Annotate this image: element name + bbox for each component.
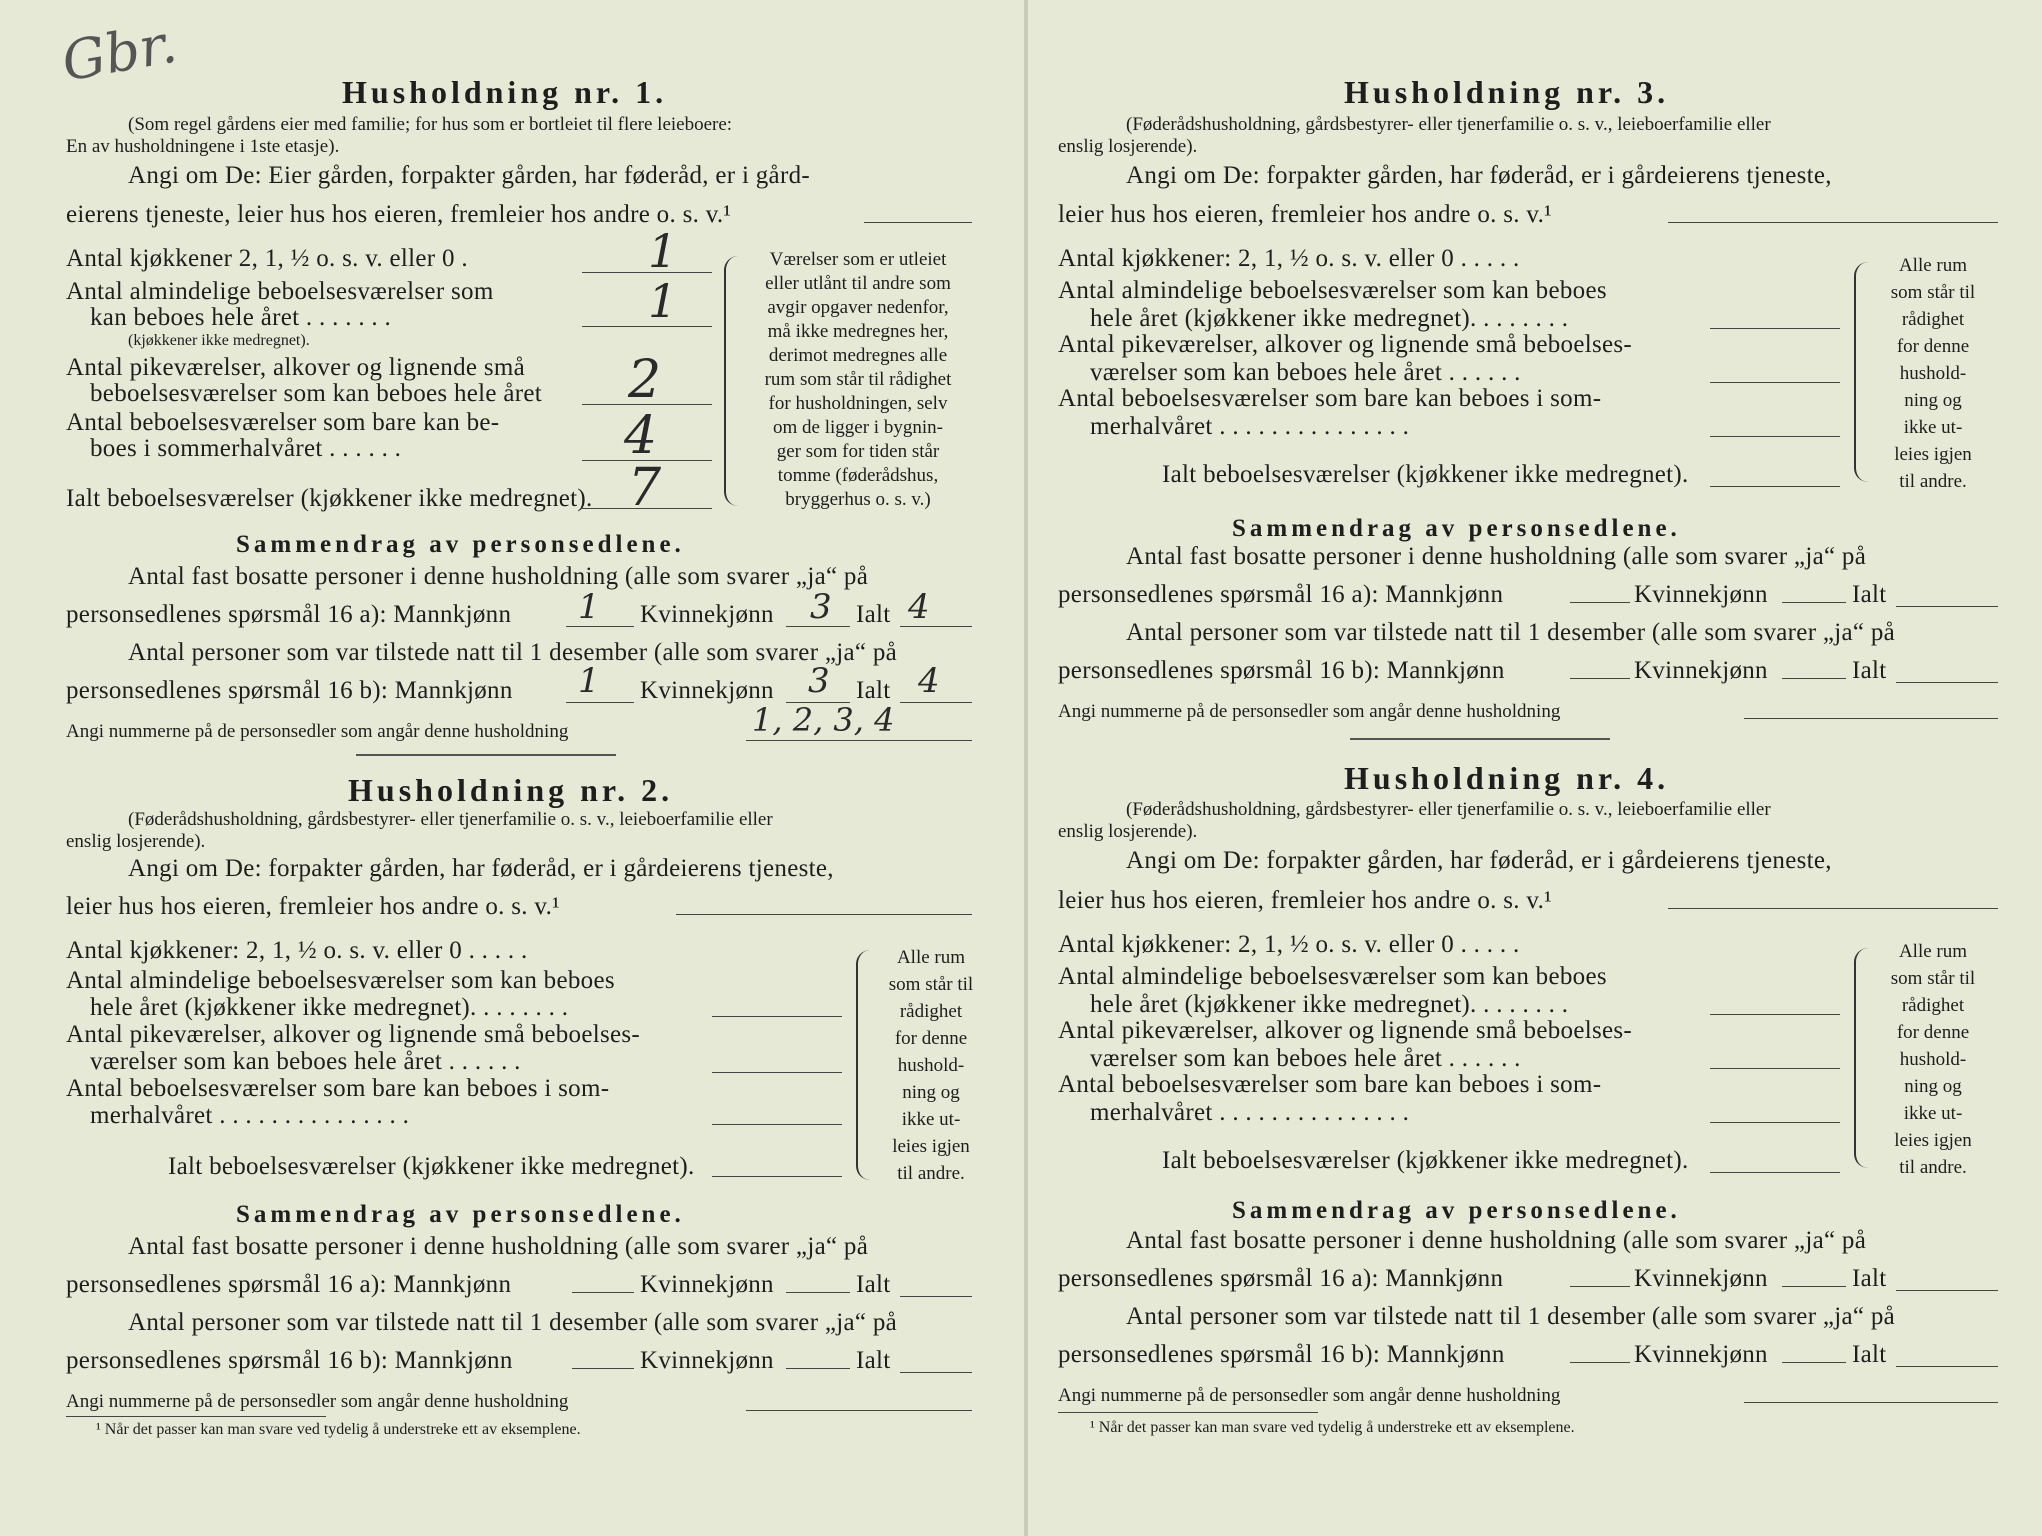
hh2-maids-label-b: værelser som kan beboes hele året . . . . . . (90, 1048, 521, 1075)
hh1-maids-label-a: Antal pikeværelser, alkover og lignende små (66, 354, 525, 381)
hh3-maids-label-b: værelser som kan beboes hele året . . . . . . (1090, 359, 1521, 386)
hh2-16a-female-line[interactable] (786, 1292, 850, 1293)
hh4-footnote: ¹ Når det passer kan man svare ved tydelig å understreke ett av eksemplene. (1090, 1419, 1575, 1436)
hh1-total-line[interactable] (582, 508, 712, 509)
hh1-16b-male: 1 (578, 661, 600, 701)
hh3-note-line1: (Føderådshusholdning, gårdsbestyrer- eller tjenerfamilie o. s. v., leieboerfamilie eller (1126, 114, 1771, 135)
hh4-16b-female-line[interactable] (1782, 1362, 1846, 1363)
hh2-16b-female-label: Kvinnekjønn (640, 1347, 774, 1374)
hh2-note-line1: (Føderådshusholdning, gårdsbestyrer- eller tjenerfamilie o. s. v., leieboerfamilie eller (128, 809, 773, 830)
hh1-maids-label-b: beboelsesværelser som kan beboes hele året (90, 380, 543, 407)
hh4-total-label: Ialt beboelsesværelser (kjøkkener ikke medregnet). (1162, 1147, 1689, 1174)
margin-note: Gbr. (57, 11, 182, 94)
hh4-person-numbers-label: Angi nummerne på de personsedler som angår denne husholdning (1058, 1385, 1561, 1406)
hh1-16a-female-line[interactable] (786, 626, 850, 627)
hh1-total-label: Ialt beboelsesværelser (kjøkkener ikke medregnet). (66, 485, 593, 512)
hh2-summary-line3: Antal personer som var tilstede natt til 1 desember (alle som svarer „ja“ på (128, 1309, 898, 1336)
hh1-16a-male-line[interactable] (566, 626, 634, 627)
hh3-16a-female-line[interactable] (1782, 602, 1846, 603)
hh1-note-line2: En av husholdningene i 1ste etasje). (66, 136, 340, 157)
hh3-rooms-label-b: hele året (kjøkkener ikke medregnet). . . . . . . . (1090, 305, 1569, 332)
section-separator (356, 754, 616, 756)
hh1-summary-line3: Antal personer som var tilstede natt til 1 desember (alle som svarer „ja“ på (128, 639, 898, 666)
hh2-rooms-label-b: hele året (kjøkkener ikke medregnet). . . . . . . . (90, 994, 569, 1021)
hh1-16b-male-line[interactable] (566, 702, 634, 703)
section-separator (1350, 738, 1610, 740)
hh3-16b-total-label: Ialt (1852, 657, 1887, 684)
hh4-16a-total-line[interactable] (1896, 1290, 1998, 1291)
hh2-title: Husholdning nr. 2. (348, 772, 674, 808)
hh2-maids-line[interactable] (712, 1072, 842, 1073)
hh4-maids-line[interactable] (1710, 1068, 1840, 1069)
hh2-summary-line4: personsedlenes spørsmål 16 b): Mannkjønn (66, 1347, 513, 1374)
hh4-person-numbers-line[interactable] (1744, 1402, 1998, 1403)
hh2-16a-total-label: Ialt (856, 1271, 891, 1298)
hh4-16a-total-label: Ialt (1852, 1265, 1887, 1292)
hh1-16b-total: 4 (918, 661, 940, 701)
hh4-maids-label-a: Antal pikeværelser, alkover og lignende små beboelses- (1058, 1017, 1633, 1044)
page-fold (1024, 0, 1028, 1536)
hh4-kitchens-label: Antal kjøkkener: 2, 1, ½ o. s. v. eller 0 . . . . . (1058, 931, 1520, 958)
hh2-16b-total-label: Ialt (856, 1347, 891, 1374)
hh1-kitchens-value: 1 (648, 224, 678, 278)
hh2-summary-title: Sammendrag av personsedlene. (236, 1201, 685, 1228)
hh3-16b-female-line[interactable] (1782, 678, 1846, 679)
hh1-summer-value: 4 (624, 406, 658, 466)
hh3-summer-line[interactable] (1710, 436, 1840, 437)
hh2-summer-label-b: merhalvåret . . . . . . . . . . . . . . . (90, 1102, 410, 1129)
hh1-question-answer-line[interactable] (864, 222, 972, 223)
hh4-question-line1: Angi om De: forpakter gården, har føderåd, er i gårdeierens tjeneste, (1126, 847, 1832, 874)
hh2-kitchens-label: Antal kjøkkener: 2, 1, ½ o. s. v. eller 0 . . . . . (66, 937, 528, 964)
hh2-16a-total-line[interactable] (900, 1296, 972, 1297)
hh4-question-line2: leier hus hos eieren, fremleier hos andre o. s. v.¹ (1058, 887, 1552, 914)
hh1-question-line1: Angi om De: Eier gården, forpakter gården, har føderåd, er i gård- (128, 162, 811, 189)
hh1-16a-total-label: Ialt (856, 601, 891, 628)
hh3-question-line2: leier hus hos eieren, fremleier hos andre o. s. v.¹ (1058, 201, 1552, 228)
hh4-summary-line3: Antal personer som var tilstede natt til 1 desember (alle som svarer „ja“ på (1126, 1303, 1896, 1330)
hh1-16b-female-label: Kvinnekjønn (640, 677, 774, 704)
hh4-summary-line2: personsedlenes spørsmål 16 a): Mannkjønn (1058, 1265, 1504, 1292)
hh3-16a-total-label: Ialt (1852, 581, 1887, 608)
hh4-16a-female-line[interactable] (1782, 1286, 1846, 1287)
hh4-16b-total-label: Ialt (1852, 1341, 1887, 1368)
hh2-side-note: Alle rum som står til rådighet for denne hushold- ning og ikke ut- leies igjen til andre. (888, 947, 974, 1184)
hh4-summary-line1: Antal fast bosatte personer i denne husholdning (alle som svarer „ja“ på (1126, 1227, 1867, 1254)
hh2-total-line[interactable] (712, 1176, 842, 1177)
hh2-rooms-label-a: Antal almindelige beboelsesværelser som kan beboes (66, 967, 615, 994)
hh3-kitchens-label: Antal kjøkkener: 2, 1, ½ o. s. v. eller 0 . . . . . (1058, 245, 1520, 272)
hh3-total-line[interactable] (1710, 486, 1840, 487)
hh3-person-numbers-label: Angi nummerne på de personsedler som angår denne husholdning (1058, 701, 1561, 722)
hh4-rooms-label-a: Antal almindelige beboelsesværelser som kan beboes (1058, 963, 1607, 990)
hh1-rooms-line[interactable] (582, 326, 712, 327)
hh4-side-note: Alle rum som står til rådighet for denne hushold- ning og ikke ut- leies igjen til andre. (1890, 941, 1976, 1178)
hh1-16b-female: 3 (808, 661, 830, 701)
hh3-total-label: Ialt beboelsesværelser (kjøkkener ikke medregnet). (1162, 461, 1689, 488)
hh3-title: Husholdning nr. 3. (1344, 74, 1670, 110)
hh4-16b-female-label: Kvinnekjønn (1634, 1341, 1768, 1368)
hh4-summary-title: Sammendrag av personsedlene. (1232, 1197, 1681, 1224)
hh3-maids-label-a: Antal pikeværelser, alkover og lignende små beboelses- (1058, 331, 1633, 358)
right-page (1030, 0, 2042, 1536)
hh1-maids-value: 2 (628, 350, 662, 410)
hh2-question-answer-line[interactable] (676, 914, 972, 915)
hh4-rooms-line[interactable] (1710, 1014, 1840, 1015)
hh1-total-value: 7 (628, 458, 662, 518)
hh1-summer-label-b: boes i sommerhalvåret . . . . . . (90, 435, 402, 462)
hh1-summary-line4: personsedlenes spørsmål 16 b): Mannkjønn (66, 677, 513, 704)
hh1-person-numbers-line[interactable] (746, 740, 972, 741)
hh3-rooms-line[interactable] (1710, 328, 1840, 329)
hh2-question-line1: Angi om De: forpakter gården, har føderåd, er i gårdeierens tjeneste, (128, 855, 834, 882)
hh3-summer-label-b: merhalvåret . . . . . . . . . . . . . . . (1090, 413, 1410, 440)
hh1-kitchens-label: Antal kjøkkener 2, 1, ½ o. s. v. eller 0 . (66, 245, 468, 272)
hh1-title: Husholdning nr. 1. (342, 74, 668, 110)
hh3-summary-line1: Antal fast bosatte personer i denne husholdning (alle som svarer „ja“ på (1126, 543, 1867, 570)
hh2-maids-label-a: Antal pikeværelser, alkover og lignende små beboelses- (66, 1021, 641, 1048)
hh1-side-note: Værelser som er utleiet eller utlånt til andre som avgir opgaver nedenfor, må ikke medregnes her, derimot medregnes alle rum som står til rådighet for husholdningen, selv om de ligger i bygnin- ger som for tiden står tomme (føderådshus, bryggerhus o. s. v.) (764, 249, 952, 510)
hh1-16a-female-label: Kvinnekjønn (640, 601, 774, 628)
hh2-person-numbers-line[interactable] (746, 1410, 972, 1411)
hh3-summary-title: Sammendrag av personsedlene. (1232, 515, 1681, 542)
hh3-16b-male-line[interactable] (1570, 678, 1630, 679)
hh1-summary-title: Sammendrag av personsedlene. (236, 531, 685, 558)
hh1-person-numbers-label: Angi nummerne på de personsedler som angår denne husholdning (66, 721, 569, 742)
hh2-16b-female-line[interactable] (786, 1368, 850, 1369)
hh4-16a-female-label: Kvinnekjønn (1634, 1265, 1768, 1292)
hh1-question-line2: eierens tjeneste, leier hus hos eieren, fremleier hos andre o. s. v.¹ (66, 201, 732, 228)
hh2-note-line2: enslig losjerende). (66, 831, 206, 852)
hh1-summer-label-a: Antal beboelsesværelser som bare kan be- (66, 409, 500, 436)
hh4-16b-male-line[interactable] (1570, 1362, 1630, 1363)
hh1-rooms-label-b: kan beboes hele året . . . . . . . (90, 304, 392, 331)
hh4-16a-male-line[interactable] (1570, 1286, 1630, 1287)
hh2-summer-label-a: Antal beboelsesværelser som bare kan beboes i som- (66, 1075, 610, 1102)
hh2-16b-total-line[interactable] (900, 1372, 972, 1373)
hh1-rooms-value: 1 (648, 274, 678, 328)
left-page (0, 0, 1020, 1536)
hh4-note-line1: (Føderådshusholdning, gårdsbestyrer- eller tjenerfamilie o. s. v., leieboerfamilie eller (1126, 799, 1771, 820)
hh3-16b-total-line[interactable] (1896, 682, 1998, 683)
hh3-16a-total-line[interactable] (1896, 606, 1998, 607)
hh3-maids-line[interactable] (1710, 382, 1840, 383)
hh4-summary-line4: personsedlenes spørsmål 16 b): Mannkjønn (1058, 1341, 1505, 1368)
hh4-summer-label-b: merhalvåret . . . . . . . . . . . . . . . (1090, 1099, 1410, 1126)
hh3-side-note: Alle rum som står til rådighet for denne hushold- ning og ikke ut- leies igjen til andre. (1890, 255, 1976, 492)
hh1-note-line1: (Som regel gårdens eier med familie; for hus som er bortleiet til flere leieboere: (128, 114, 733, 135)
hh4-title: Husholdning nr. 4. (1344, 760, 1670, 796)
hh4-summer-line[interactable] (1710, 1122, 1840, 1123)
hh3-summary-line4: personsedlenes spørsmål 16 b): Mannkjønn (1058, 657, 1505, 684)
hh2-16a-female-label: Kvinnekjønn (640, 1271, 774, 1298)
hh1-16a-total-line[interactable] (900, 626, 972, 627)
hh4-question-answer-line[interactable] (1668, 908, 1998, 909)
hh4-16b-total-line[interactable] (1896, 1366, 1998, 1367)
hh2-person-numbers-label: Angi nummerne på de personsedler som angår denne husholdning (66, 1391, 569, 1412)
hh2-16a-male-line[interactable] (572, 1292, 634, 1293)
hh1-summary-line1: Antal fast bosatte personer i denne husholdning (alle som svarer „ja“ på (128, 563, 869, 590)
hh2-16b-male-line[interactable] (572, 1368, 634, 1369)
hh1-16a-male: 1 (578, 587, 600, 627)
hh3-note-line2: enslig losjerende). (1058, 136, 1198, 157)
hh2-total-label: Ialt beboelsesværelser (kjøkkener ikke medregnet). (168, 1153, 695, 1180)
hh2-summary-line1: Antal fast bosatte personer i denne husholdning (alle som svarer „ja“ på (128, 1233, 869, 1260)
hh1-kitchens-line[interactable] (582, 272, 712, 273)
hh1-summary-line2: personsedlenes spørsmål 16 a): Mannkjønn (66, 601, 512, 628)
hh2-summer-line[interactable] (712, 1124, 842, 1125)
hh2-question-line2: leier hus hos eieren, fremleier hos andre o. s. v.¹ (66, 893, 560, 920)
hh1-rooms-label-c: (kjøkkener ikke medregnet). (128, 332, 310, 349)
hh1-rooms-label-a: Antal almindelige beboelsesværelser som (66, 278, 494, 305)
hh4-note-line2: enslig losjerende). (1058, 821, 1198, 842)
hh4-rooms-label-b: hele året (kjøkkener ikke medregnet). . . . . . . . (1090, 991, 1569, 1018)
hh3-rooms-label-a: Antal almindelige beboelsesværelser som kan beboes (1058, 277, 1607, 304)
hh3-question-answer-line[interactable] (1668, 222, 1998, 223)
hh2-summary-line2: personsedlenes spørsmål 16 a): Mannkjønn (66, 1271, 512, 1298)
hh3-summary-line2: personsedlenes spørsmål 16 a): Mannkjønn (1058, 581, 1504, 608)
hh4-total-line[interactable] (1710, 1172, 1840, 1173)
hh3-16b-female-label: Kvinnekjønn (1634, 657, 1768, 684)
hh1-maids-line[interactable] (582, 404, 712, 405)
hh1-16a-female: 3 (810, 587, 832, 627)
hh4-summer-label-a: Antal beboelsesværelser som bare kan beboes i som- (1058, 1071, 1602, 1098)
hh3-summary-line3: Antal personer som var tilstede natt til 1 desember (alle som svarer „ja“ på (1126, 619, 1896, 646)
hh1-brace (724, 256, 738, 506)
hh3-question-line1: Angi om De: forpakter gården, har føderåd, er i gårdeierens tjeneste, (1126, 162, 1832, 189)
footnote-rule (1058, 1412, 1318, 1413)
hh4-maids-label-b: værelser som kan beboes hele året . . . . . . (1090, 1045, 1521, 1072)
hh3-16a-male-line[interactable] (1570, 602, 1630, 603)
hh3-16a-female-label: Kvinnekjønn (1634, 581, 1768, 608)
footnote-rule (66, 1416, 326, 1417)
hh3-summer-label-a: Antal beboelsesværelser som bare kan beboes i som- (1058, 385, 1602, 412)
hh2-footnote: ¹ Når det passer kan man svare ved tydelig å understreke ett av eksemplene. (96, 1421, 581, 1438)
hh1-person-numbers: 1, 2, 3, 4 (752, 701, 895, 739)
hh3-person-numbers-line[interactable] (1744, 718, 1998, 719)
hh1-16a-total: 4 (908, 587, 930, 627)
hh2-rooms-line[interactable] (712, 1016, 842, 1017)
hh1-16b-total-line[interactable] (900, 702, 972, 703)
hh1-16b-total-label: Ialt (856, 677, 891, 704)
